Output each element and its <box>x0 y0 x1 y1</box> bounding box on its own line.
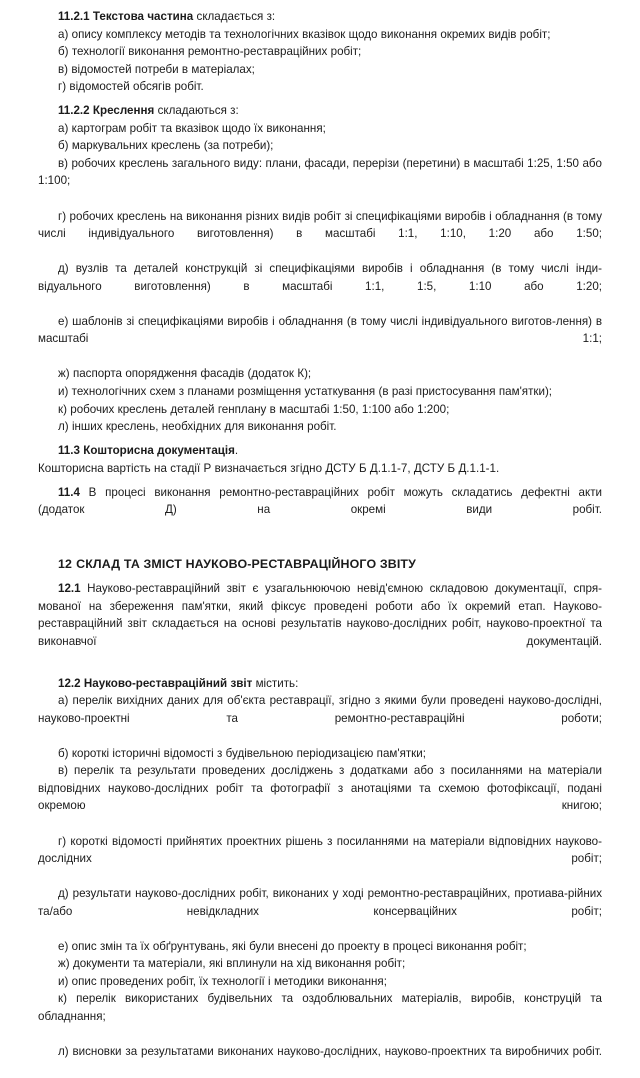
list-item-11-2-2-d: д) вузлів та деталей конструкцій зі специфікаціями виробів і обладнання (в тому числі інди-відуального виготовлення) в масштабі 1:1, 1:5, 1:10 або 1:20; <box>38 262 602 293</box>
list-item-11-2-2-g: г) робочих креслень на виконання різних видів робіт зі специфікаціями виробів і обладнання (в тому числі індивідуального виготовлення) в масштабі 1:1, 1:10, 1:20 або 1:50; <box>38 209 602 241</box>
paragraph-label-12-2: 12.2 Науково-реставраційний звіт <box>58 676 253 690</box>
list-item-12-2-k: к) перелік використаних будівельних та оздоблювальних матеріалів, виробів, конструцій та обладнання; <box>38 992 602 1023</box>
list-item-11-2-2-k: к) робочих креслень деталей генплану в масштабі 1:50, 1:100 або 1:200; <box>58 402 450 416</box>
list-item-11-2-2-zh: ж) паспорта опорядження фасадів (додаток К); <box>58 367 312 381</box>
paragraph-12-2 <box>38 675 602 693</box>
paragraph-label-11-3: 11.3 Кошторисна документація <box>58 444 235 458</box>
paragraph-text-12-1: Науково-реставраційний звіт є узагальнюючою невід'ємною складовою документації, спря-мованої на збереження пам'ятки, який фіксує проведені роботи або їх окремий етап. Науково-реставраційний звіт складається на основі результатів науково-дослідних робіт, науково-проектної та виконавчої документацій. <box>38 582 602 648</box>
list-item-12-2-l: л) висновки за результатами виконаних науково-дослідних, науково-проектних та виробничих робіт. <box>58 1045 602 1059</box>
list-item-11-2-2-b: б) маркувальних креслень (за потреби); <box>58 139 274 153</box>
paragraph-text-11-2-2: складаються з: <box>154 104 239 118</box>
paragraph-label-11-2-2: 11.2.2 Креслення <box>58 104 155 118</box>
list-item-12-2-g: г) короткі відомості прийнятих проектних рішень з посиланнями на матеріали відповідних науково-дослідних робіт; <box>38 834 602 866</box>
section-heading-12 <box>38 555 602 573</box>
list-item-12-2-b: б) короткі історичні відомості з будівельною періодизацією пам'ятки; <box>58 746 426 760</box>
list-item-12-2-e: е) опис змін та їх обґрунтувань, які були внесені до проекту в процесі виконання робіт; <box>58 939 527 953</box>
paragraph-text-11-4: В процесі виконання ремонтно-реставраційних робіт можуть складатись дефектні акти (додаток Д) на окремі види робіт. <box>38 485 602 517</box>
list-item-11-2-2-a: а) картограм робіт та вказівок щодо їх виконання; <box>58 121 326 135</box>
list-item-11-2-1-g: г) відомостей обсягів робіт. <box>58 80 204 94</box>
paragraph-11-2-1 <box>38 8 602 26</box>
list-item-12-2-y: и) опис проведених робіт, їх технології і методики виконання; <box>58 974 387 988</box>
section-heading-title: СКЛАД ТА ЗМІСТ НАУКОВО-РЕСТАВРАЦІЙНОГО ЗВІТУ <box>76 557 416 572</box>
paragraph-label-12-1: 12.1 <box>58 582 81 596</box>
list-item-11-2-2-e: е) шаблонів зі специфікаціями виробів і обладнання (в тому числі індивідуального виготов-лення) в масштабі 1:1; <box>38 314 602 346</box>
section-heading-number: 12 <box>58 557 73 572</box>
paragraph-label-11-4: 11.4 <box>58 485 80 499</box>
list-item-11-2-2-l: л) інших креслень, необхідних для виконання робіт. <box>58 420 337 434</box>
list-item-12-2-d: д) результати науково-дослідних робіт, виконаних у ході ремонтно-реставраційних, протиава-рійних та/або невідкладних консерваційних робіт; <box>38 887 602 918</box>
paragraph-text-11-2-1: складається з: <box>193 10 276 23</box>
paragraph-12-1 <box>38 580 602 668</box>
list-item-11-2-1-a: а) опису комплексу методів та технологічних вказівок щодо виконання окремих видів робіт; <box>58 27 551 41</box>
list-item-12-2-a: а) перелік вихідних даних для об'єкта реставрації, згідно з якими були проведені науково-дослідні, науково-проектні та ремонтно-реставраційні роботи; <box>38 694 602 725</box>
paragraph-11-3 <box>38 442 602 460</box>
paragraph-11-2-2 <box>38 102 602 120</box>
paragraph-text-12-2: містить: <box>252 676 299 690</box>
list-item-11-2-1-v: в) відомостей потреби в матеріалах; <box>58 62 255 76</box>
list-item-11-2-2-v: в) робочих креслень загального виду: плани, фасади, перерізи (перетини) в масштабі 1:25, 1:50 або 1:100; <box>38 156 602 188</box>
list-item-11-2-2-y: и) технологічних схем з планами розміщення устаткування (в разі пристосування пам'ятки); <box>58 384 553 398</box>
paragraph-11-3-body: Кошторисна вартість на стадії Р визначається згідно ДСТУ Б Д.1.1-7, ДСТУ Б Д.1.1-1. <box>38 461 500 475</box>
list-item-12-2-v: в) перелік та результати проведених досліджень з додатками або з посиланнями на матеріали відповідних науково-дослідних робіт та фотографії з анотаціями та схемою фотофіксації, подані окремою книгою; <box>38 764 602 813</box>
list-item-11-2-1-b: б) технології виконання ремонтно-реставраційних робіт; <box>58 45 362 59</box>
list-item-12-2-zh: ж) документи та матеріали, які вплинули на хід виконання робіт; <box>58 957 406 971</box>
paragraph-text-11-3: . <box>234 444 239 458</box>
paragraph-11-4 <box>38 484 602 537</box>
paragraph-label-11-2-1: 11.2.1 Текстова частина <box>58 10 194 23</box>
